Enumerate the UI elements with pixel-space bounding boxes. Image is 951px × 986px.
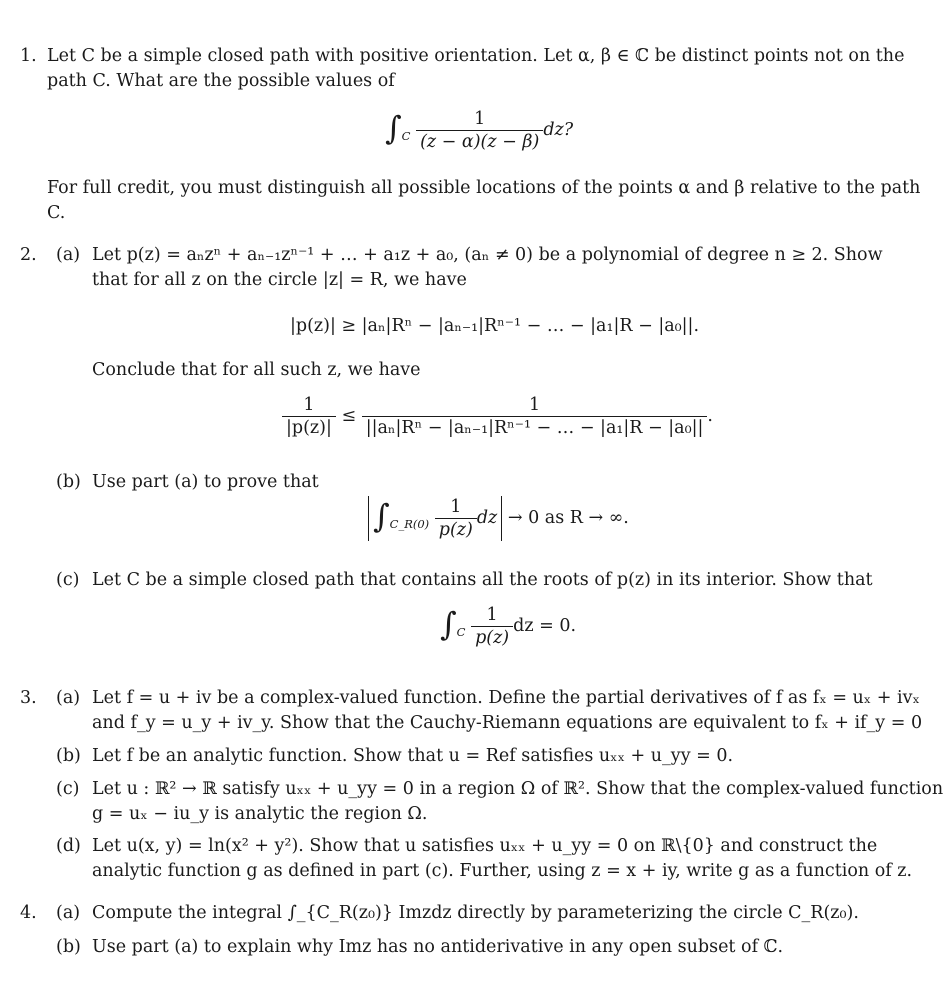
problem-4-number: 4. (20, 903, 37, 923)
integral-sign: ∫ (385, 109, 402, 147)
problem-3b-label: (b) (56, 746, 81, 766)
relation-sign: ≤ (341, 406, 357, 426)
right-fraction (362, 394, 708, 439)
problem-1-number: 1. (20, 46, 37, 66)
problem-1-note-line1: For full credit, you must distinguish all possible locations of the points α and β relative to the path (47, 178, 921, 198)
fraction-denominator: (z − α)(z − β) (416, 130, 543, 153)
problem-1-equation (385, 108, 573, 153)
problem-3c-label: (c) (56, 779, 80, 799)
left-numerator: 1 (303, 395, 315, 415)
problem-2a-fraction-inequality (282, 394, 713, 439)
problem-3-number: 3. (20, 688, 37, 708)
problem-3c-line1: Let u : ℝ² → ℝ satisfy uₓₓ + u_yy = 0 in a region Ω of ℝ². Show that the complex-valued function (92, 779, 944, 799)
problem-4b-label: (b) (56, 937, 81, 957)
problem-3d-label: (d) (56, 836, 81, 856)
integral-subscript: C_R(0) (389, 517, 430, 531)
problem-3d-line2: analytic function g as defined in part (c). Further, using z = x + iy, write g as a function of z. (92, 861, 913, 881)
dz: dz (476, 508, 498, 528)
problem-1-text-line1: Let C be a simple closed path with positive orientation. Let α, β ∈ ℂ be distinct points not on the (47, 46, 905, 66)
problem-3a-line2: and f_y = u_y + iv_y. Show that the Cauchy-Riemann equations are equivalent to fₓ + if_y = 0 (92, 713, 923, 733)
problem-3c-line2: g = uₓ − iu_y is analytic the region Ω. (92, 804, 428, 824)
integral-subscript: C (401, 129, 411, 143)
problem-1-text-line2: path C. What are the possible values of (47, 71, 395, 91)
problem-3d-line1: Let u(x, y) = ln(x² + y²). Show that u satisfies uₓₓ + u_yy = 0 on ℝ\{0} and construct the (92, 836, 878, 856)
problem-2-number: 2. (20, 245, 37, 265)
fraction (471, 604, 513, 649)
fraction-end-period: . (707, 406, 713, 426)
problem-3a-label: (a) (56, 688, 81, 708)
problem-2b-equation (368, 496, 629, 541)
integral-subscript: C (456, 625, 466, 639)
integral-sign: ∫ (373, 497, 390, 535)
problem-2b-label: (b) (56, 472, 81, 492)
right-numerator: 1 (528, 395, 541, 415)
problem-2c-label: (c) (56, 570, 80, 590)
equation-tail: dz? (543, 120, 574, 140)
fraction (435, 496, 477, 541)
problem-4a-label: (a) (56, 903, 81, 923)
left-denominator: |p(z)| (282, 416, 336, 439)
problem-2a-conclude: Conclude that for all such z, we have (92, 360, 421, 380)
problem-2c-line: Let C be a simple closed path that contains all the roots of p(z) in its interior. Show that (92, 570, 873, 590)
problem-2b-line: Use part (a) to prove that (92, 472, 319, 492)
problem-2a-label: (a) (56, 245, 81, 265)
problem-1-note-line2: C. (47, 203, 66, 223)
problem-2c-equation (440, 604, 576, 649)
problem-4b-line: Use part (a) to explain why Imz has no antiderivative in any open subset of ℂ. (92, 937, 784, 957)
absolute-value-bars (368, 496, 502, 541)
problem-4a-line: Compute the integral ∫_{C_R(z₀)} Imzdz directly by parameterizing the circle C_R(z₀). (92, 903, 859, 923)
left-fraction (282, 394, 336, 439)
limit-text: → 0 as R → ∞. (507, 508, 629, 528)
problem-3a-line1: Let f = u + iv be a complex-valued function. Define the partial derivatives of f as fₓ = uₓ + ivₓ (92, 688, 920, 708)
fraction (416, 108, 543, 153)
right-denominator: ||aₙ|Rⁿ − |aₙ₋₁|Rⁿ⁻¹ − … − |a₁|R − |a₀|| (362, 416, 708, 439)
fraction-denominator: p(z) (471, 626, 513, 649)
fraction-numerator: 1 (486, 605, 498, 625)
equation-tail: dz = 0. (513, 616, 577, 636)
problem-3b-line: Let f be an analytic function. Show that u = Ref satisfies uₓₓ + u_yy = 0. (92, 746, 734, 766)
problem-2a-line1: Let p(z) = aₙzⁿ + aₙ₋₁zⁿ⁻¹ + … + a₁z + a₀, (aₙ ≠ 0) be a polynomial of degree n ≥ 2. Show (92, 245, 883, 265)
problem-2a-line2: that for all z on the circle |z| = R, we have (92, 270, 467, 290)
integral-sign: ∫ (440, 605, 457, 643)
problem-2a-inequality: |p(z)| ≥ |aₙ|Rⁿ − |aₙ₋₁|Rⁿ⁻¹ − … − |a₁|R − |a₀||. (290, 316, 700, 336)
fraction-denominator: p(z) (435, 518, 477, 541)
fraction-numerator: 1 (474, 109, 486, 129)
fraction-numerator: 1 (450, 497, 462, 517)
